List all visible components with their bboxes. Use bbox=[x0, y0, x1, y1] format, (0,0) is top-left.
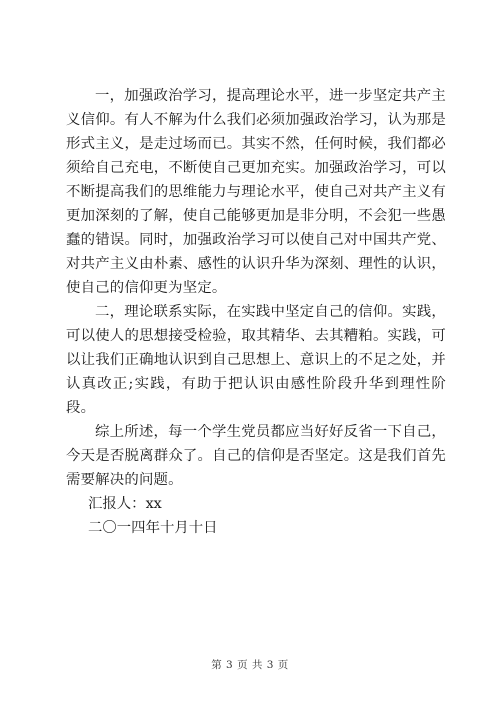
paragraph-conclusion: 综上所述，每一个学生党员都应当好好反省一下自己，今天是否脱离群众了。自己的信仰是否坚定。这是我们首先需要解决的问题。 bbox=[66, 424, 446, 488]
paragraph-political-study: 一，加强政治学习，提高理论水平，进一步坚定共产主义信仰。有人不解为什么我们必须加强政治学习，认为那是形式主义，是走过场而已。其实不然，任何时候，我们都必须给自己充电，不断使自己更加充实。加强政治学习，可以不断提高我们的思维能力与理论水平，使自己对共产主义有更加深刻的了解，使自己能够更加是非分明，不会犯一些愚蠢的错误。同时，加强政治学习可以使自己对中国共产党、对共产主义由朴素、感性的认识升华为深刻、理性的认识，使自己的信仰更为坚定。 bbox=[66, 88, 446, 296]
document-body bbox=[66, 84, 446, 540]
paragraph-practice: 二，理论联系实际，在实践中坚定自己的信仰。实践，可以使人的思想接受检验，取其精华、去其糟粕。实践，可以让我们正确地认识到自己思想上、意识上的不足之处，并认真改正;实践，有助于把认识由感性阶段升华到理性阶段。 bbox=[66, 304, 446, 416]
reporter-line: 汇报人：xx bbox=[88, 496, 162, 512]
date-line: 二〇一四年十月十日 bbox=[88, 520, 218, 536]
page-number-footer: 第 3 页 共 3 页 bbox=[211, 659, 289, 671]
